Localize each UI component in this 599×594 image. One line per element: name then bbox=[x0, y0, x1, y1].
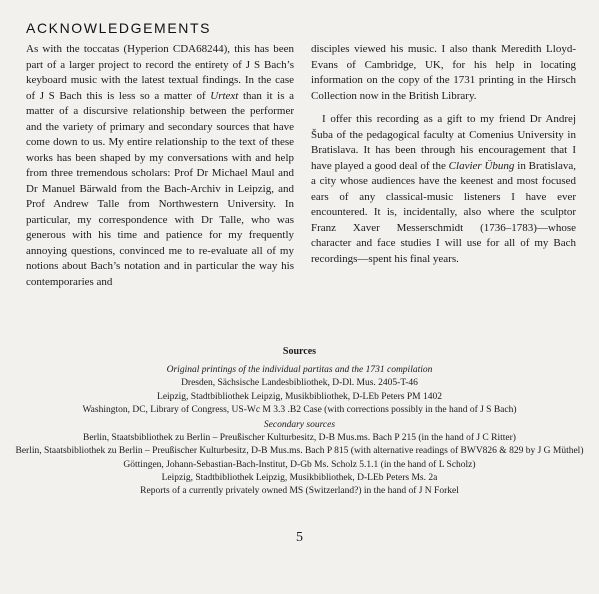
source-item: Berlin, Staatsbibliothek zu Berlin – Preußischer Kulturbesitz, D-B Mus.ms. Bach P 215 (in the hand of J C Ritter) bbox=[83, 433, 516, 444]
source-item: Washington, DC, Library of Congress, US-Wc M 3.3 .B2 Case (with corrections possibly in the hand of J S Bach) bbox=[82, 404, 517, 415]
text-run: As with the toccatas (Hyperion CDA68244), this has been part of a larger project to record the entirety of J S Bach’s keyboard music with the latest textual findings. In the case of J S Bach this is less so a matter of bbox=[26, 43, 294, 102]
source-item: Berlin, Staatsbibliothek zu Berlin – Preußischer Kulturbesitz, D-B Mus.ms. Bach P 815 (with alternative readings of BWV826 & 829 by J G Müthel) bbox=[15, 446, 584, 457]
left-column bbox=[26, 42, 294, 290]
emphasis-clavier-ubung: Clavier Übung bbox=[448, 159, 515, 172]
text-run: than it is a matter of a discursive relationship between the performer and the variety of primary and secondary sources that have come down to us. My entire relationship to the text of these works has been shaped by my conversations with and help from three tremendous scholars: Prof Dr Michael Maul and Dr Manuel Bärwald from the Bach-Archiv in Leipzig, and Prof Andrew Talle from Northwestern University. In particular, my correspondence with Dr Talle, who was generous with his time and patience for my frequently annoying questions, convinced me to re-evaluate all of my notions about Bach’s notation and in particular the way his contemporaries and bbox=[26, 89, 294, 288]
left-paragraph bbox=[26, 42, 294, 290]
sources-group-title: Original printings of the individual partitas and the 1731 compilation bbox=[166, 365, 433, 376]
emphasis-urtext: Urtext bbox=[210, 89, 239, 102]
right-paragraph-2 bbox=[311, 112, 576, 267]
right-paragraph-1: disciples viewed his music. I also thank Meredith Lloyd-Evans of Cambridge, UK, for his help in locating information on the copy of the 1731 printing in the Hirsch Collection now in the British Library. bbox=[311, 43, 576, 102]
source-item: Leipzig, Stadtbibliothek Leipzig, Musikbibliothek, D-LEb Peters PM 1402 bbox=[157, 391, 442, 402]
source-item: Dresden, Sächsische Landesbibliothek, D-Dl. Mus. 2405-T-46 bbox=[181, 378, 418, 389]
page-heading: ACKNOWLEDGEMENTS bbox=[26, 20, 212, 36]
text-run: I offer this recording as a gift to my friend Dr Andrej Šuba of the pedagogical faculty at Comenius University in Bratislava. It has been through his encouragement that I have played a good deal of the bbox=[311, 113, 576, 172]
source-item: Leipzig, Stadtbibliothek Leipzig, Musikbibliothek, D-LEb Peters Ms. 2a bbox=[161, 472, 438, 483]
right-column bbox=[311, 42, 576, 267]
page-number: 5 bbox=[296, 530, 303, 545]
sources-title: Sources bbox=[282, 346, 317, 357]
sources-group-title: Secondary sources bbox=[263, 420, 336, 431]
text-run: in Bratislava, a city whose audiences have the keenest and most focused ears of any classical-music listeners I have ever encountered. It is, incidentally, also where the sculptor Franz Xaver Messerschmidt (1736–1783)—whose character and face studies I will use for all of my Bach recordings—spent his final years. bbox=[311, 159, 576, 265]
source-item: Reports of a currently privately owned MS (Switzerland?) in the hand of J N Forkel bbox=[140, 486, 459, 497]
sources-section bbox=[0, 345, 599, 498]
source-item: Göttingen, Johann-Sebastian-Bach-Institut, D-Gb Ms. Scholz 5.1.1 (in the hand of L Scholz) bbox=[123, 459, 476, 470]
